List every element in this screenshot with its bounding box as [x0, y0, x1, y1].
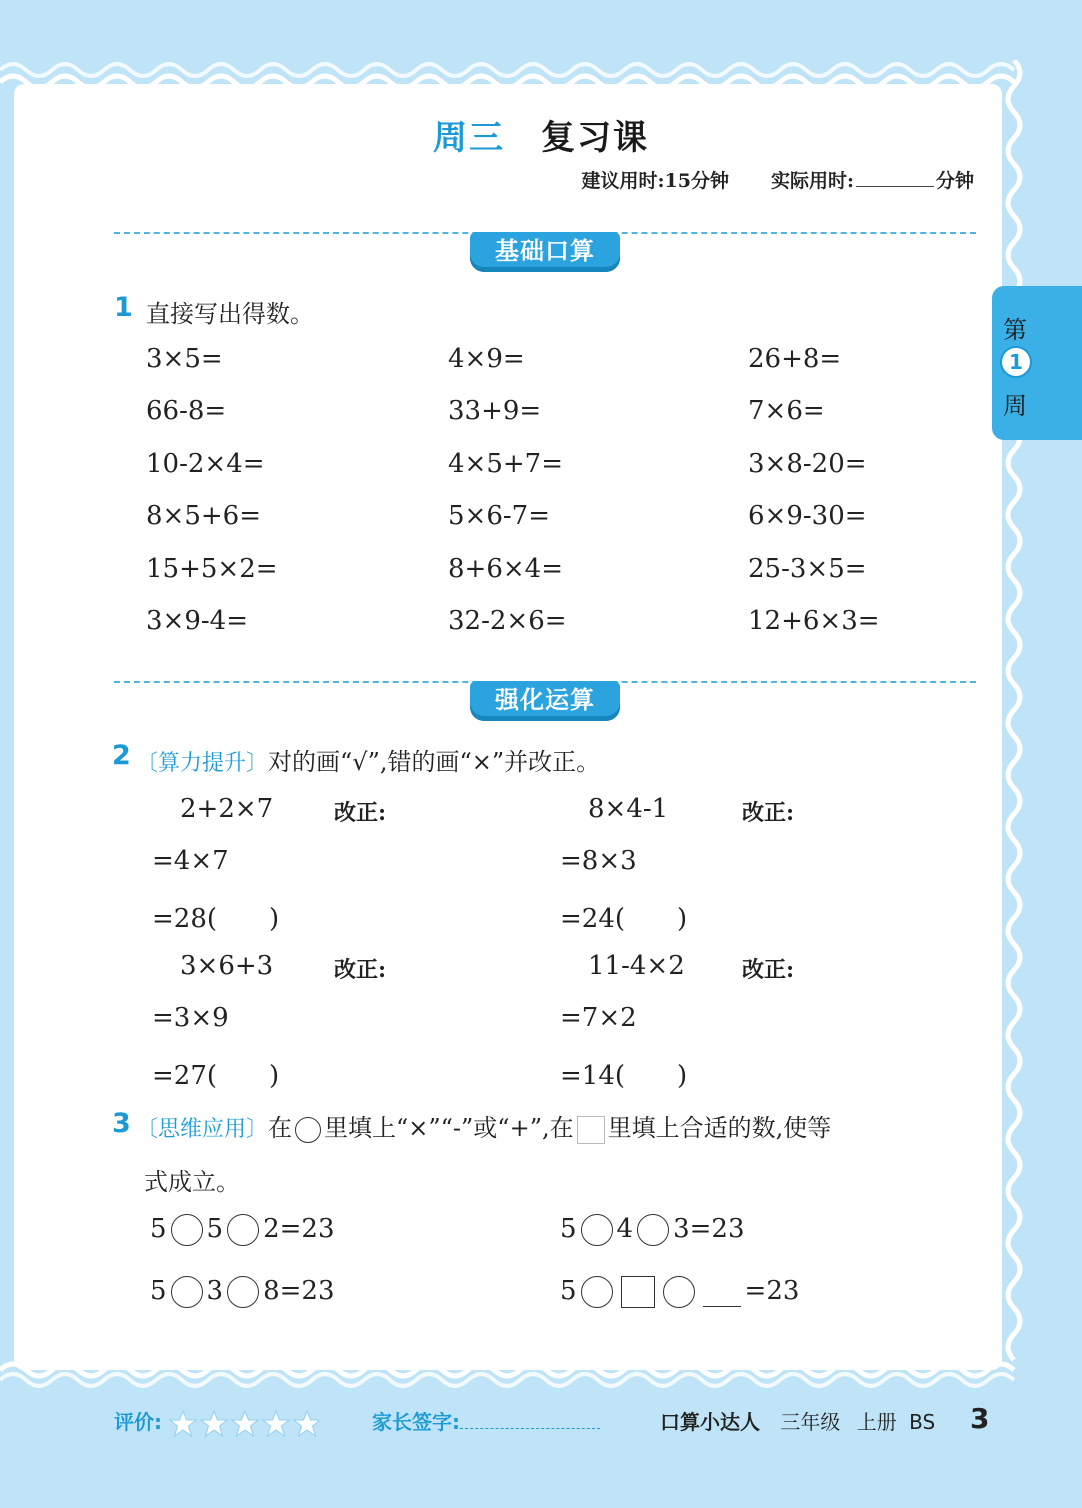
expr-c1-r4: 8×5+6=	[146, 501, 261, 531]
eq-c-op1[interactable]	[171, 1276, 203, 1308]
parent-signature-blank[interactable]	[460, 1408, 600, 1429]
eq-a-n3: 2=23	[263, 1214, 335, 1244]
eq-a-op1[interactable]	[171, 1214, 203, 1246]
parent-signature-label: 家长签字:	[372, 1410, 460, 1434]
question-3-text	[136, 1108, 831, 1144]
operator-circle-icon	[295, 1117, 321, 1143]
problem-b-step1: =8×3	[560, 846, 637, 876]
question-3-text-c: 里填上合适的数,使等	[607, 1114, 832, 1142]
eq-c-n1: 5	[150, 1276, 167, 1306]
eq-a-op2[interactable]	[227, 1214, 259, 1246]
eq-c-n2: 3	[206, 1276, 224, 1306]
star-icon	[232, 1411, 258, 1436]
equation-d	[560, 1276, 799, 1308]
title-day: 周三	[433, 118, 505, 158]
book-title: 口算小达人	[660, 1410, 760, 1434]
expr-c2-r2: 33+9=	[448, 396, 542, 426]
problem-d-expr: 11-4×2	[588, 951, 685, 981]
eq-c-op2[interactable]	[227, 1276, 259, 1308]
equation-a	[150, 1214, 335, 1246]
question-number-1: 1	[114, 292, 133, 323]
question-2-instruction: 对的画“√”,错的画“×”并改正。	[268, 748, 601, 776]
expr-c2-r3: 4×5+7=	[448, 449, 563, 479]
problem-c-step1: =3×9	[152, 1003, 229, 1033]
section-banner-strengthen: 强化运算	[470, 681, 620, 721]
eq-b-n1: 5	[560, 1214, 577, 1244]
equation-b	[560, 1214, 745, 1246]
eq-d-op1[interactable]	[581, 1276, 613, 1308]
problem-d-fix-label: 改正:	[742, 957, 795, 983]
question-number-2: 2	[112, 740, 131, 771]
actual-time-blank[interactable]	[856, 186, 934, 187]
question-3-text-d: 式成立。	[144, 1168, 240, 1196]
week-tab-number: 1	[1000, 346, 1032, 378]
title-lesson: 复习课	[541, 118, 649, 158]
expr-c3-r2: 7×6=	[748, 396, 825, 426]
star-icon	[170, 1411, 196, 1436]
expr-c1-r3: 10-2×4=	[146, 449, 265, 479]
expr-c3-r6: 12+6×3=	[748, 606, 880, 636]
problem-a-fix-label: 改正:	[334, 800, 387, 826]
eq-d-box[interactable]	[621, 1276, 655, 1308]
parent-signature	[372, 1406, 600, 1435]
problem-d-step1: =7×2	[560, 1003, 637, 1033]
problem-c-fix-label: 改正:	[334, 957, 387, 983]
expr-c2-r5: 8+6×4=	[448, 554, 563, 584]
expr-c1-r6: 3×9-4=	[146, 606, 248, 636]
question-3-tag: 〔思维应用〕	[136, 1117, 269, 1142]
expr-c3-r3: 3×8-20=	[748, 449, 867, 479]
eq-d-op2[interactable]	[663, 1276, 695, 1308]
expr-c1-r2: 66-8=	[146, 396, 227, 426]
problem-d-step2[interactable]: =14( )	[560, 1061, 688, 1091]
book-edition: BS	[909, 1410, 936, 1434]
week-tab	[992, 286, 1082, 440]
actual-time-label: 实际用时:	[770, 170, 854, 192]
problem-b-step2[interactable]: =24( )	[560, 904, 688, 934]
problem-b-fix-label: 改正:	[742, 800, 795, 826]
problem-b-expr: 8×4-1	[588, 794, 669, 824]
problem-a-step2[interactable]: =28( )	[152, 904, 280, 934]
number-box-icon	[577, 1116, 605, 1144]
question-number-3: 3	[112, 1108, 131, 1139]
page-number: 3	[970, 1402, 990, 1435]
problem-c-expr: 3×6+3	[180, 951, 274, 981]
star-icon	[263, 1411, 289, 1436]
expr-c2-r6: 32-2×6=	[448, 606, 567, 636]
eq-d-blank[interactable]	[703, 1278, 741, 1307]
eq-a-n1: 5	[150, 1214, 167, 1244]
question-1-text: 直接写出得数。	[146, 300, 314, 328]
question-2-tag: 〔算力提升〕	[136, 751, 269, 776]
expr-c1-r5: 15+5×2=	[146, 554, 278, 584]
expr-c1-r1: 3×5=	[146, 344, 223, 374]
eq-c-n3: 8=23	[263, 1276, 335, 1306]
time-info	[582, 166, 975, 193]
eq-b-op1[interactable]	[581, 1214, 613, 1246]
expr-c3-r5: 25-3×5=	[748, 554, 867, 584]
expr-c2-r4: 5×6-7=	[448, 501, 550, 531]
eq-d-n3: =23	[744, 1276, 800, 1306]
question-2-text	[136, 742, 600, 777]
book-volume: 上册	[856, 1410, 897, 1434]
week-tab-post: 周	[1003, 392, 1027, 420]
expr-c3-r4: 6×9-30=	[748, 501, 867, 531]
equation-c	[150, 1276, 335, 1308]
expr-c3-r1: 26+8=	[748, 344, 842, 374]
eq-d-n1: 5	[560, 1276, 577, 1306]
eq-b-n3: 3=23	[673, 1214, 745, 1244]
book-grade: 三年级	[780, 1410, 841, 1434]
question-3-text-a: 在	[268, 1114, 293, 1142]
section-banner-basic: 基础口算	[470, 232, 620, 272]
week-tab-pre: 第	[1003, 316, 1027, 344]
eq-a-n2: 5	[206, 1214, 224, 1244]
actual-time-unit: 分钟	[935, 170, 974, 192]
page-title	[0, 110, 1082, 159]
problem-c-step2[interactable]: =27( )	[152, 1061, 280, 1091]
problem-a-expr: 2+2×7	[180, 794, 274, 824]
evaluation	[114, 1406, 319, 1438]
star-icon	[294, 1411, 319, 1436]
evaluation-label: 评价:	[114, 1410, 162, 1434]
rating-stars[interactable]	[169, 1410, 319, 1438]
star-icon	[201, 1411, 227, 1436]
right-wave-border	[1000, 60, 1034, 1380]
expr-c2-r1: 4×9=	[448, 344, 525, 374]
eq-b-op2[interactable]	[637, 1214, 669, 1246]
suggested-time: 建议用时:15分钟	[581, 170, 729, 192]
bottom-wave-border	[0, 1352, 1082, 1392]
question-3-text-b: 里填上“×”“-”或“+”,在	[324, 1114, 574, 1142]
eq-b-n2: 4	[616, 1214, 634, 1244]
problem-a-step1: =4×7	[152, 846, 229, 876]
book-info	[660, 1406, 935, 1435]
